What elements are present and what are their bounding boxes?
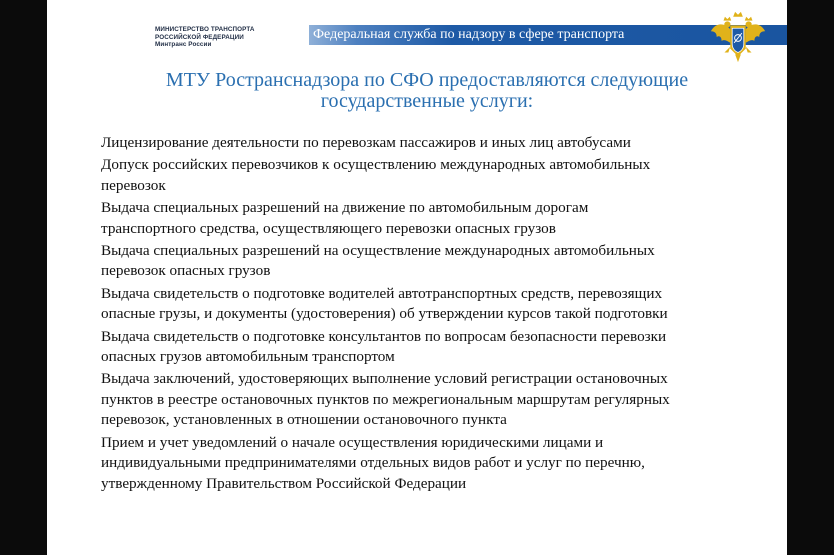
service-item xyxy=(101,327,781,368)
service-line: перевозок xyxy=(101,176,166,194)
service-line: Выдача свидетельств о подготовке консультантов по вопросам безопасности перевозки xyxy=(101,327,667,345)
service-line: Выдача специальных разрешений на осуществление международных автомобильных xyxy=(101,242,655,260)
service-line: перевозок, установленных в отношении остановочного пункта xyxy=(101,411,507,429)
service-line: Выдача свидетельств о подготовке водителей автотранспортных средств, перевозящих xyxy=(101,284,663,302)
service-line: Выдача заключений, удостоверяющих выполнение условий регистрации остановочных xyxy=(101,370,668,388)
ministry-line: РОССИЙСКОЙ ФЕДЕРАЦИИ xyxy=(155,33,244,41)
service-line: Лицензирование деятельности по перевозкам пассажиров и иных лиц автобусами xyxy=(101,134,631,151)
service-line: опасных грузов автомобильным транспортом xyxy=(101,348,395,366)
ministry-caption xyxy=(155,26,255,49)
ministry-line: МИНИСТЕРСТВО ТРАНСПОРТА xyxy=(155,26,255,33)
service-item xyxy=(101,369,781,430)
service-line: пунктов в реестре остановочных пунктов по межрегиональным маршрутам регулярных xyxy=(101,390,670,408)
title-line: МТУ Ространснадзора по СФО предоставляются следующие xyxy=(165,69,689,91)
service-line: перевозок опасных грузов xyxy=(101,262,271,280)
slide xyxy=(47,0,787,555)
title-line: государственные услуги: xyxy=(320,90,534,112)
service-line: Выдача специальных разрешений на движение по автомобильным дорогам xyxy=(101,199,589,217)
service-item xyxy=(101,133,781,153)
service-line: опасные грузы, и документы (удостоверения) об утверждении курсов такой подготовки xyxy=(101,305,668,323)
service-line: индивидуальными предпринимателями отдельных видов работ и услуг по перечню, xyxy=(101,454,645,472)
page-title xyxy=(97,70,757,112)
service-line: Прием и учет уведомлений о начале осуществления юридическими лицами и xyxy=(101,433,604,451)
service-item xyxy=(101,155,781,196)
service-item xyxy=(101,198,781,239)
service-line: транспортного средства, осуществляющего перевозки опасных грузов xyxy=(101,219,556,237)
ministry-line: Минтранс России xyxy=(155,41,212,49)
services-list xyxy=(101,133,781,496)
double-headed-eagle-emblem-icon xyxy=(709,8,767,66)
agency-banner-text: Федеральная служба по надзору в сфере транспорта xyxy=(313,27,625,42)
service-item xyxy=(101,433,781,494)
service-line: утвержденному Правительством Российской Федерации xyxy=(101,474,467,492)
service-line: Допуск российских перевозчиков к осуществлению международных автомобильных xyxy=(101,156,651,174)
service-item xyxy=(101,241,781,282)
service-item xyxy=(101,284,781,325)
